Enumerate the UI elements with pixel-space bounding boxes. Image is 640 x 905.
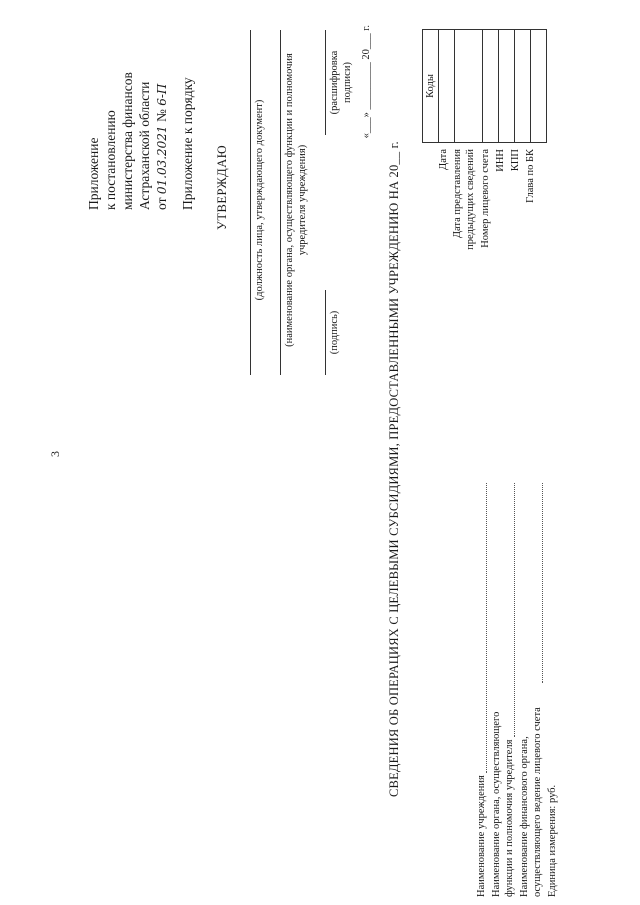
code-cell-date [439,30,455,143]
label-kpp: КПП [510,149,521,172]
code-cell-kpp [515,30,531,143]
codes-header: Коды [423,30,439,143]
codes-table [422,29,547,143]
label-date: Дата [438,149,449,170]
organ-caption: (наименование органа, осуществляющего функции и полномочия учредителя учреждения) [284,53,308,347]
appendix-line: к постановлению [103,110,118,210]
field-organ-2: функции и полномочия учредителя [504,739,515,897]
label-prev-date: Дата представления предыдущих сведений [452,149,476,250]
position-line [250,30,251,375]
signature-line [325,290,326,375]
code-cell-account [483,30,499,143]
signature-caption: (подпись) [329,310,340,355]
label-account: Номер лицевого счета [480,149,491,248]
date-prefix: от [154,197,169,210]
appendix-to-order: Приложение к порядку [180,77,195,210]
appendix-line: Приложение [86,137,101,210]
appendix-block [85,10,196,210]
label-kbk: Глава по БК [525,149,536,203]
fin-fill-line [542,483,543,683]
appendix-date-line [153,10,171,210]
number-prefix: № [154,109,169,123]
institution-fill-line [486,483,487,773]
appendix-line: Астраханской области [137,81,152,210]
field-institution: Наименование учреждения [476,775,487,897]
field-fin-2: осуществляющего ведение лицевого счета [532,707,543,897]
field-fin-1: Наименование финансового органа, [519,736,530,897]
approve-heading: УТВЕРЖДАЮ [215,144,229,230]
position-caption: (должность лица, утверждающего документ) [254,99,265,301]
organ-fill-line [514,483,515,737]
decoding-line [325,30,326,135]
page-number: 3 [48,451,62,457]
handwritten-number: 6-П [155,83,169,106]
code-cell-prev-date [455,30,483,143]
code-cell-kbk [531,30,547,143]
organ-line [280,30,281,375]
code-cell-inn [499,30,515,143]
form-title: СВЕДЕНИЯ ОБ ОПЕРАЦИЯХ С ЦЕЛЕВЫМИ СУБСИДИЯМИ, ПРЕДОСТАВЛЕННЫМИ УЧРЕЖДЕНИЮ НА 20__ г. [387,141,401,797]
handwritten-date: 01.03.2021 [155,125,169,195]
appendix-line: министерства финансов [120,72,135,210]
field-unit: Единица измерения: руб. [547,784,558,897]
approve-date-line: «___» _________ 20___ г. [361,25,372,139]
field-organ-1: Наименование органа, осуществляющего [491,711,502,897]
decoding-caption: (расшифровка подписи) [329,50,353,115]
label-inn: ИНН [495,149,506,172]
